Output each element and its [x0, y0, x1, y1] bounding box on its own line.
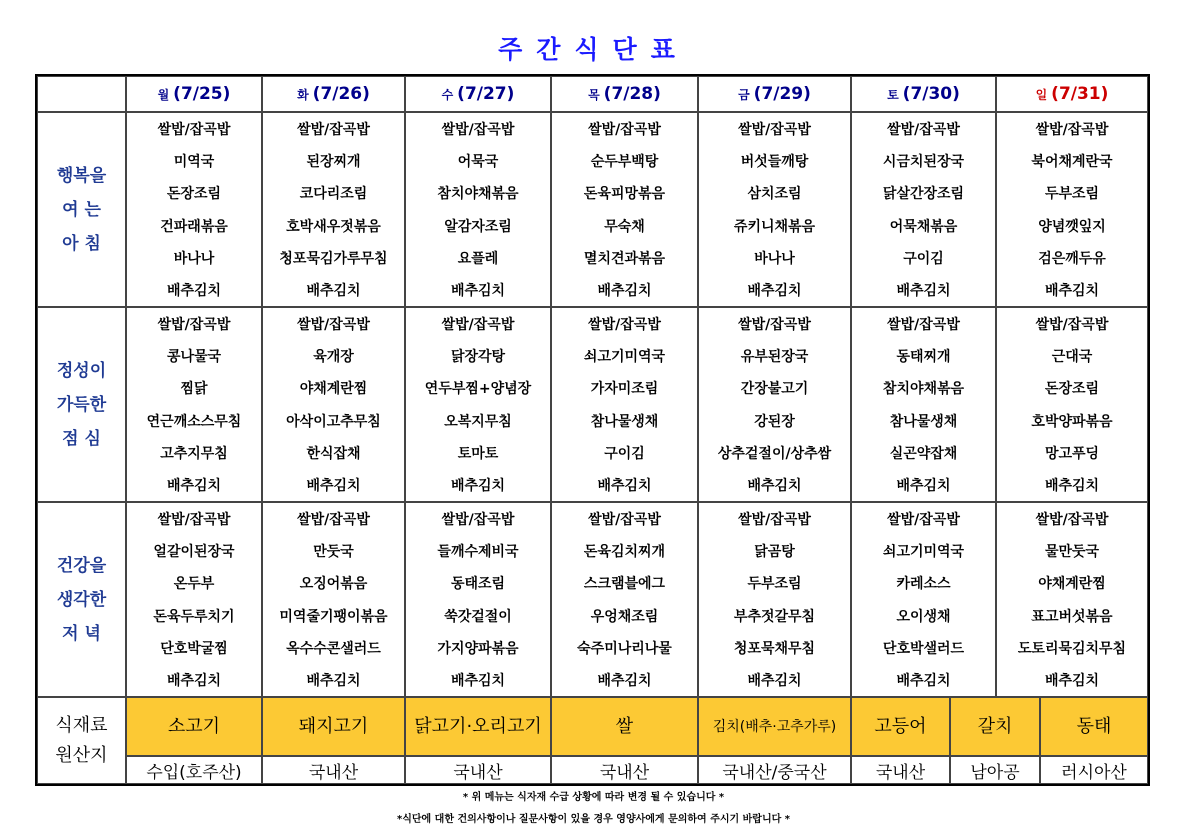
- dish: 쌀밥/잡곡밥: [1035, 122, 1109, 139]
- dish: 배추김치: [896, 282, 951, 299]
- dish: 쌀밥/잡곡밥: [887, 512, 960, 529]
- dish: 만둣국: [313, 544, 354, 561]
- dish: 가지양파볶음: [437, 640, 519, 657]
- dish: 돈육김치찌개: [583, 544, 666, 561]
- day-date: (7/25): [173, 84, 231, 104]
- meal-label-line: 가득한: [56, 394, 107, 415]
- origin-cell: [851, 756, 950, 784]
- menu-cell: [996, 307, 1148, 502]
- ingredient-cell: [126, 697, 262, 756]
- dish: 단호박굴찜: [160, 640, 228, 657]
- dish: 들깨수제비국: [437, 544, 519, 561]
- dish: 쌀밥/잡곡밥: [157, 512, 231, 529]
- dish: 삼치조림: [747, 186, 802, 203]
- dish: 쌀밥/잡곡밥: [441, 512, 515, 529]
- dish: 오복지무침: [444, 413, 512, 430]
- dish: 쌀밥/잡곡밥: [441, 317, 515, 334]
- ingredient-name: 고등어: [874, 715, 927, 737]
- menu-cell: [262, 112, 405, 307]
- meal-label-line: 여 는: [62, 199, 101, 220]
- dish: 표고버섯볶음: [1031, 608, 1113, 625]
- dish: 쌀밥/잡곡밥: [588, 512, 661, 529]
- origin-cell: [950, 756, 1040, 784]
- dish: 카레소스: [896, 576, 951, 593]
- dish: 구이김: [604, 445, 645, 462]
- dish: 미역줄기팽이볶음: [279, 608, 388, 625]
- dish: 바나나: [173, 250, 215, 267]
- dish: 요플레: [457, 250, 499, 267]
- meal-label-line: 생각한: [56, 589, 107, 610]
- origin-label: [37, 697, 126, 784]
- dish: 호박새우젓볶음: [286, 218, 381, 235]
- origin-cell: [262, 756, 405, 784]
- origin-country: 국내산: [599, 762, 650, 783]
- dish: 야채계란찜: [299, 381, 368, 398]
- day-badge-icon: 토: [887, 87, 899, 102]
- dish: 동태찌개: [896, 349, 951, 366]
- day-header: [126, 76, 262, 112]
- dish: 쌀밥/잡곡밥: [738, 122, 811, 139]
- dish: 닭장각탕: [450, 349, 506, 366]
- menu-cell: [551, 112, 698, 307]
- dish: 된장찌개: [306, 154, 361, 171]
- day-date: (7/30): [902, 84, 960, 104]
- dish: 쌀밥/잡곡밥: [297, 512, 370, 529]
- dish: 실곤약잡채: [889, 445, 958, 462]
- dish: 찜닭: [180, 381, 208, 398]
- dish: 배추김치: [747, 282, 802, 299]
- ingredient-name: 갈치: [977, 715, 1013, 737]
- dish: 어묵국: [457, 154, 499, 171]
- dish: 쇠고기미역국: [583, 349, 666, 366]
- dish: 유부된장국: [740, 349, 809, 366]
- dish: 단호박샐러드: [882, 640, 965, 657]
- dish: 연근깨소스무침: [146, 413, 242, 430]
- dish: 닭살간장조림: [882, 186, 965, 203]
- menu-cell: [996, 112, 1148, 307]
- menu-cell: [405, 307, 551, 502]
- dish: 동태조림: [450, 576, 506, 593]
- dish: 배추김치: [166, 672, 222, 689]
- menu-cell: [126, 307, 262, 502]
- ingredient-cell: [405, 697, 551, 756]
- dish: 쌀밥/잡곡밥: [297, 122, 370, 139]
- origin-country: 러시아산: [1061, 762, 1127, 783]
- day-badge-icon: 일: [1035, 87, 1048, 102]
- day-badge-icon: 수: [441, 87, 454, 102]
- dish: 멸치견과볶음: [583, 250, 666, 267]
- dish: 한식잡채: [306, 445, 361, 462]
- dish: 배추김치: [450, 477, 506, 494]
- dish: 참치야채볶음: [437, 186, 519, 203]
- dish: 숙주미나리나물: [577, 640, 672, 657]
- origin-cell: [126, 756, 262, 784]
- meal-label-line: 건강을: [56, 555, 107, 576]
- dish: 무숙채: [604, 218, 645, 235]
- day-date: (7/31): [1051, 84, 1109, 104]
- ingredient-name: 닭고기·오리고기: [414, 715, 542, 737]
- dish: 미역국: [173, 154, 215, 171]
- dish: 배추김치: [597, 477, 652, 494]
- dish: 두부조림: [747, 576, 802, 593]
- dish: 아삭이고추무침: [286, 413, 381, 430]
- dish: 북어채계란국: [1031, 154, 1113, 171]
- dish: 고추지무침: [160, 445, 228, 462]
- dish: 쌀밥/잡곡밥: [157, 122, 231, 139]
- day-badge-icon: 금: [738, 87, 750, 102]
- ingredient-name: 쌀: [615, 715, 634, 737]
- origin-label-line: 원산지: [55, 744, 108, 766]
- dish: 쌀밥/잡곡밥: [157, 317, 231, 334]
- dish: 코다리조림: [299, 186, 368, 203]
- meal-label-line: 점 심: [62, 428, 101, 449]
- day-header: [996, 76, 1148, 112]
- dish: 배추김치: [747, 477, 802, 494]
- dish: 오징어볶음: [299, 576, 368, 593]
- origin-label-line: 식재료: [55, 714, 108, 736]
- meal-label-line: 행복을: [56, 165, 107, 186]
- dish: 쌀밥/잡곡밥: [887, 122, 960, 139]
- dish: 우엉채조림: [590, 608, 659, 625]
- ingredient-cell: [551, 697, 698, 756]
- menu-cell: [405, 112, 551, 307]
- dish: 검은깨두유: [1038, 250, 1106, 267]
- dish: 망고푸딩: [1044, 445, 1100, 462]
- dish: 강된장: [754, 413, 795, 430]
- dish: 참나물생채: [590, 413, 659, 430]
- dish: 배추김치: [166, 477, 222, 494]
- dish: 닭곰탕: [754, 544, 795, 561]
- meal-label-line: 아 침: [62, 233, 101, 254]
- menu-cell: [551, 502, 698, 697]
- dish: 도토리묵김치무침: [1017, 640, 1127, 657]
- ingredient-cell: [1040, 697, 1148, 756]
- dish: 배추김치: [896, 672, 951, 689]
- dish: 순두부백탕: [590, 154, 659, 171]
- dish: 호박양파볶음: [1031, 413, 1113, 430]
- dish: 쌀밥/잡곡밥: [887, 317, 960, 334]
- origin-country: 국내산: [875, 762, 926, 783]
- menu-cell: [262, 307, 405, 502]
- ingredient-name: 소고기: [167, 715, 221, 737]
- dish: 돈장조림: [166, 186, 222, 203]
- dish: 배추김치: [597, 672, 652, 689]
- ingredient-name: 동태: [1076, 715, 1112, 737]
- day-header: [262, 76, 405, 112]
- dish: 버섯들깨탕: [740, 154, 809, 171]
- day-badge-icon: 화: [297, 87, 309, 102]
- menu-cell: [126, 112, 262, 307]
- dish: 배추김치: [747, 672, 802, 689]
- dish: 쌀밥/잡곡밥: [297, 317, 370, 334]
- dish: 쑥갓겉절이: [444, 608, 512, 625]
- dish: 배추김치: [306, 672, 361, 689]
- meal-label: [37, 112, 126, 307]
- dish: 가자미조림: [590, 381, 659, 398]
- dish: 쌀밥/잡곡밥: [738, 512, 811, 529]
- meal-label: [37, 307, 126, 502]
- menu-cell: [851, 502, 996, 697]
- dish: 쌀밥/잡곡밥: [441, 122, 515, 139]
- dish: 간장불고기: [740, 381, 809, 398]
- ingredient-cell: [950, 697, 1040, 756]
- dish: 배추김치: [450, 672, 506, 689]
- day-date: (7/27): [457, 84, 515, 104]
- origin-country: 국내산: [453, 762, 503, 783]
- ingredient-cell: [698, 697, 851, 756]
- dish: 어묵채볶음: [889, 218, 958, 235]
- menu-cell: [405, 502, 551, 697]
- dish: 배추김치: [896, 477, 951, 494]
- menu-cell: [851, 112, 996, 307]
- origin-country: 남아공: [970, 762, 1020, 783]
- origin-cell: [1040, 756, 1148, 784]
- dish: 돈육피망볶음: [583, 186, 666, 203]
- dish: 바나나: [754, 250, 795, 267]
- dish: 돈육두루치기: [153, 608, 235, 625]
- dish: 상추겉절이/상추쌈: [717, 445, 832, 462]
- day-header: [851, 76, 996, 112]
- origin-country: 국내산: [308, 762, 359, 783]
- dish: 스크램블에그: [583, 576, 666, 593]
- dish: 콩나물국: [166, 349, 222, 366]
- dish: 연두부찜+양념장: [424, 381, 532, 398]
- page-title: 주간식단표: [498, 35, 689, 64]
- dish: 배추김치: [1044, 477, 1100, 494]
- day-badge-icon: 월: [157, 87, 170, 102]
- day-date: (7/29): [753, 84, 811, 104]
- dish: 쌀밥/잡곡밥: [1035, 512, 1109, 529]
- menu-cell: [551, 307, 698, 502]
- ingredient-cell: [262, 697, 405, 756]
- dish: 야채계란찜: [1038, 576, 1106, 593]
- day-date: (7/26): [312, 84, 370, 104]
- origin-country: 국내산/중국산: [722, 762, 827, 783]
- dish: 배추김치: [306, 282, 361, 299]
- dish: 양념깻잎지: [1038, 218, 1106, 235]
- dish: 육개장: [313, 349, 354, 366]
- dish: 알감자조림: [444, 218, 512, 235]
- dish: 옥수수콘샐러드: [286, 640, 381, 657]
- meal-label-line: 저 녁: [62, 623, 101, 644]
- dish: 청포묵채무침: [733, 640, 816, 657]
- dish: 배추김치: [166, 282, 222, 299]
- ingredient-name: 김치(배추·고추가루): [712, 718, 837, 735]
- menu-table: [35, 74, 1150, 786]
- dish: 시금치된장국: [882, 154, 965, 171]
- dish: 참치야채볶음: [882, 381, 965, 398]
- dish: 쥬키니채볶음: [733, 218, 816, 235]
- dish: 배추김치: [450, 282, 506, 299]
- menu-cell: [698, 502, 851, 697]
- menu-cell: [996, 502, 1148, 697]
- origin-cell: [551, 756, 698, 784]
- dish: 얼갈이된장국: [153, 544, 235, 561]
- ingredient-cell: [851, 697, 950, 756]
- dish: 쌀밥/잡곡밥: [1035, 317, 1109, 334]
- dish: 배추김치: [1044, 282, 1100, 299]
- ingredient-name: 돼지고기: [298, 715, 369, 737]
- dish: 쌀밥/잡곡밥: [588, 122, 661, 139]
- menu-cell: [698, 307, 851, 502]
- dish: 청포묵김가루무침: [279, 250, 388, 267]
- day-header: [698, 76, 851, 112]
- dish: 쇠고기미역국: [882, 544, 965, 561]
- dish: 구이김: [903, 250, 944, 267]
- dish: 온두부: [173, 576, 215, 593]
- day-badge-icon: 목: [588, 87, 600, 102]
- meal-label-line: 정성이: [56, 360, 107, 381]
- dish: 쌀밥/잡곡밥: [738, 317, 811, 334]
- menu-cell: [851, 307, 996, 502]
- dish: 배추김치: [306, 477, 361, 494]
- day-header: [405, 76, 551, 112]
- meal-label: [37, 502, 126, 697]
- dish: 참나물생채: [889, 413, 958, 430]
- dish: 물만둣국: [1044, 544, 1100, 561]
- inquiry-notice: *식단에 대한 건의사항이나 질문사항이 있을 경우 영양사에게 문의하여 주시기 바랍니다 *: [396, 814, 791, 825]
- dish: 근대국: [1051, 349, 1093, 366]
- origin-country: 수입(호주산): [146, 762, 242, 783]
- change-notice: * 위 메뉴는 식자재 수급 상황에 따라 변경 될 수 있습니다 *: [462, 792, 725, 803]
- dish: 배추김치: [597, 282, 652, 299]
- dish: 돈장조림: [1044, 381, 1100, 398]
- menu-cell: [698, 112, 851, 307]
- dish: 토마토: [457, 445, 499, 462]
- dish: 쌀밥/잡곡밥: [588, 317, 661, 334]
- menu-cell: [262, 502, 405, 697]
- day-header: [551, 76, 698, 112]
- dish: 건파래볶음: [160, 218, 228, 235]
- dish: 두부조림: [1044, 186, 1100, 203]
- day-date: (7/28): [603, 84, 661, 104]
- origin-cell: [405, 756, 551, 784]
- dish: 부추젓갈무침: [733, 608, 816, 625]
- menu-cell: [126, 502, 262, 697]
- dish: 배추김치: [1044, 672, 1100, 689]
- corner-cell: [37, 76, 126, 112]
- dish: 오이생채: [896, 608, 951, 625]
- origin-cell: [698, 756, 851, 784]
